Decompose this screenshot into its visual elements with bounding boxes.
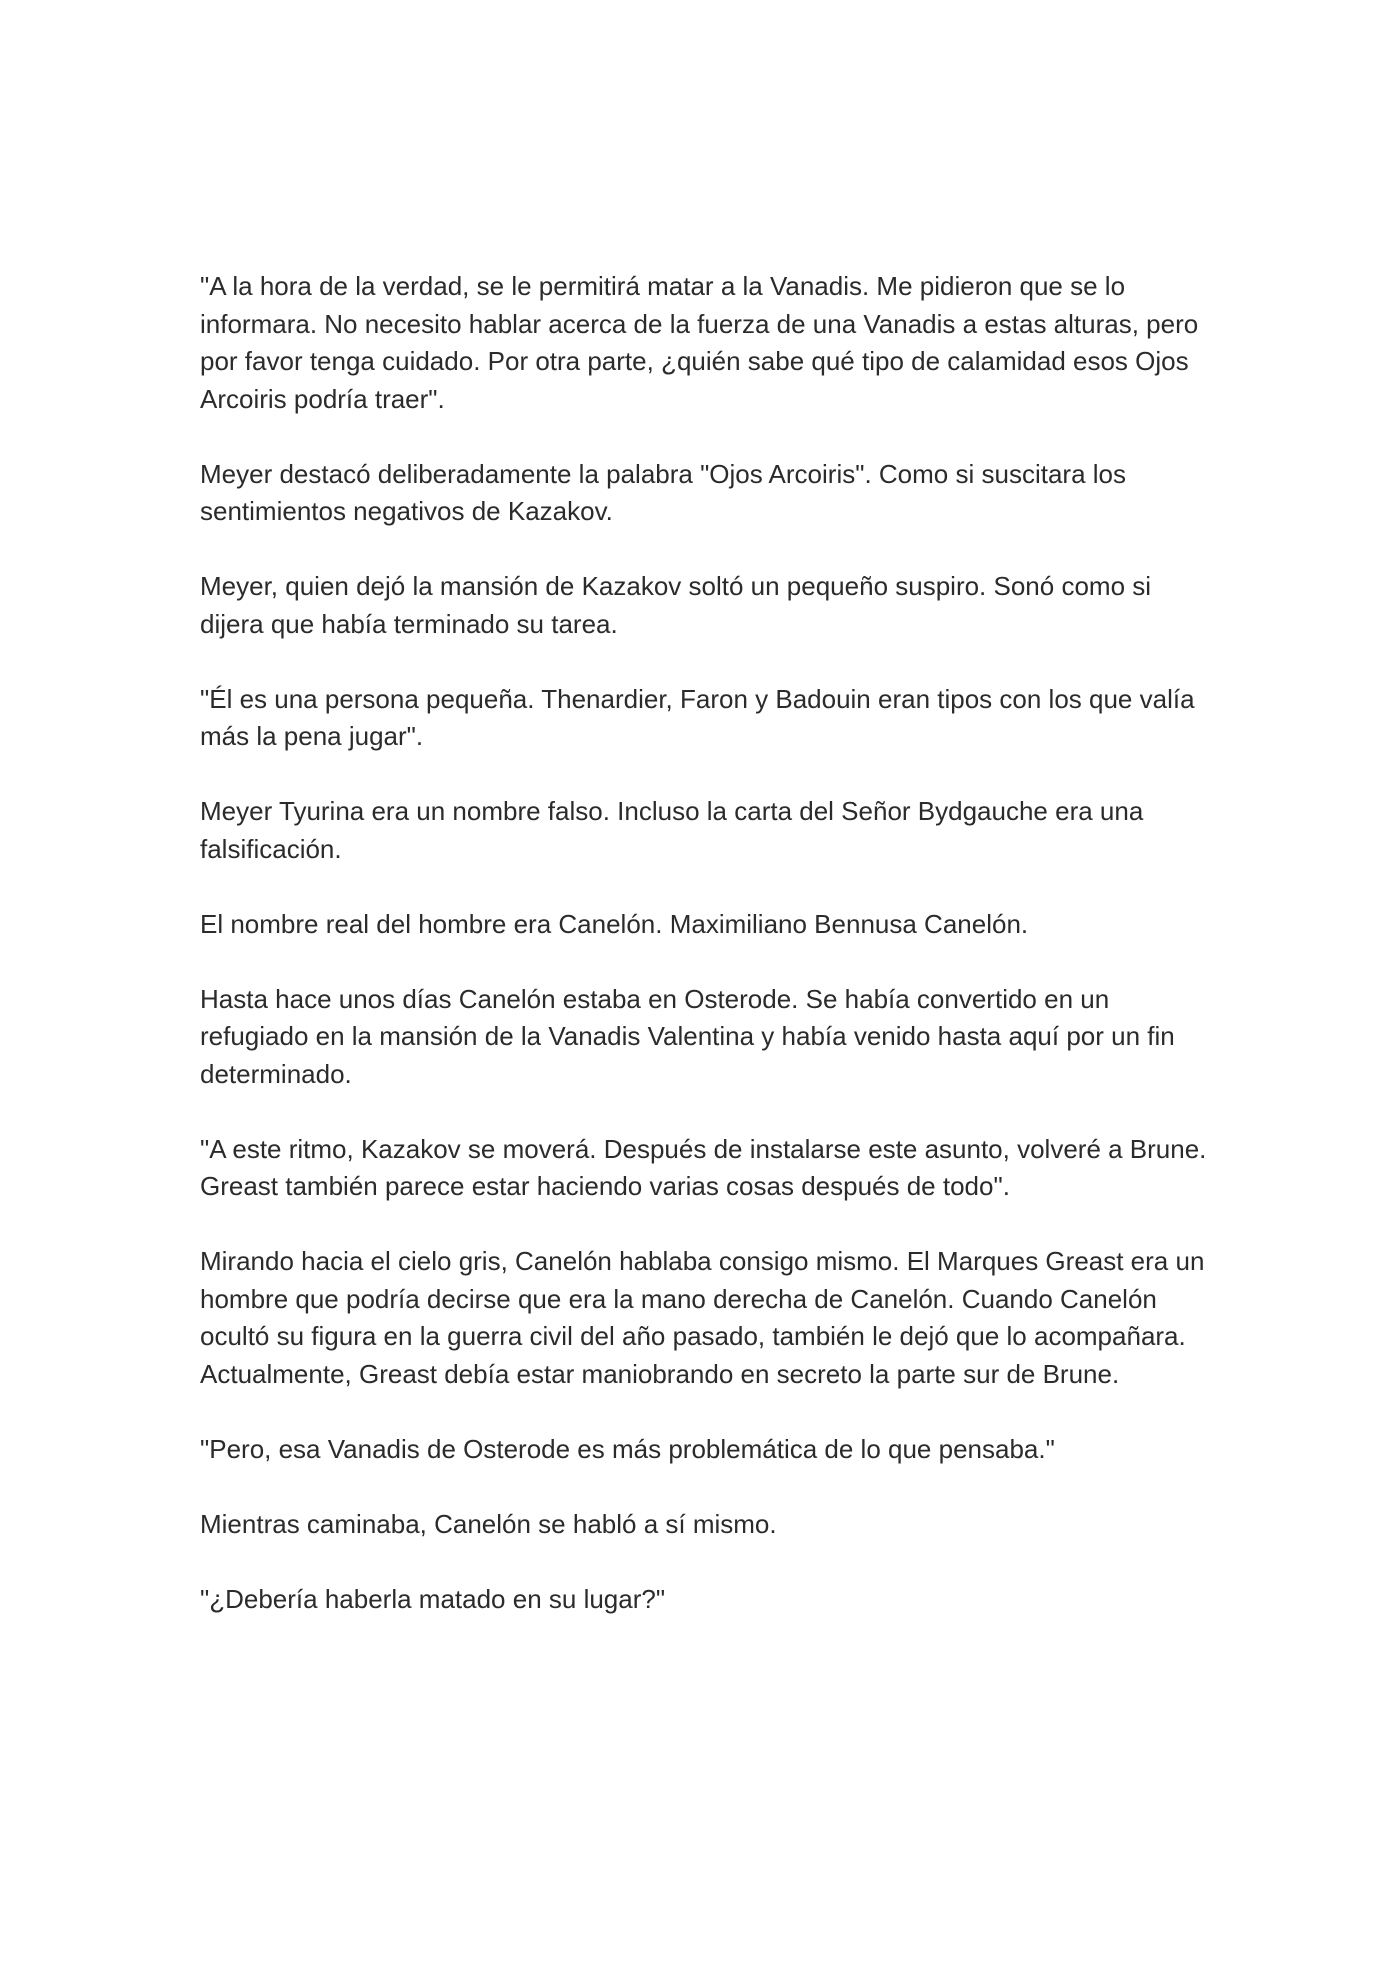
- paragraph-12: "¿Debería haberla matado en su lugar?": [200, 1583, 666, 1614]
- paragraph-9: Mirando hacia el cielo gris, Canelón hablaba consigo mismo. El Marques Greast era un hombre que podría decirse que era la mano derecha de Canelón. Cuando Canelón ocultó su figura en la guerra civil del año pasado, también le dejó que lo acompañara. Actualmente, Greast debía estar maniobrando en secreto la parte sur de Brune.: [200, 1246, 1205, 1389]
- paragraph-5: Meyer Tyurina era un nombre falso. Incluso la carta del Señor Bydgauche era una falsificación.: [200, 796, 1144, 864]
- paragraph-2: Meyer destacó deliberadamente la palabra "Ojos Arcoiris". Como si suscitara los sentimientos negativos de Kazakov.: [200, 458, 1126, 526]
- paragraph-3: Meyer, quien dejó la mansión de Kazakov soltó un pequeño suspiro. Sonó como si dijera que había terminado su tarea.: [200, 571, 1152, 639]
- paragraph-11: Mientras caminaba, Canelón se habló a sí mismo.: [200, 1508, 777, 1539]
- document-body: [200, 268, 1210, 1618]
- paragraph-7: Hasta hace unos días Canelón estaba en Osterode. Se había convertido en un refugiado en la mansión de la Vanadis Valentina y había venido hasta aquí por un fin determinado.: [200, 983, 1175, 1089]
- paragraph-1: "A la hora de la verdad, se le permitirá matar a la Vanadis. Me pidieron que se lo informara. No necesito hablar acerca de la fuerza de una Vanadis a estas alturas, pero por favor tenga cuidado. Por otra parte, ¿quién sabe qué tipo de calamidad esos Ojos Arcoiris podría traer".: [200, 271, 1199, 414]
- paragraph-4: "Él es una persona pequeña. Thenardier, Faron y Badouin eran tipos con los que valía más la pena jugar".: [200, 683, 1195, 751]
- paragraph-10: "Pero, esa Vanadis de Osterode es más problemática de lo que pensaba.": [200, 1433, 1055, 1464]
- paragraph-8: "A este ritmo, Kazakov se moverá. Después de instalarse este asunto, volveré a Brune. Greast también parece estar haciendo varias cosas después de todo".: [200, 1133, 1207, 1201]
- paragraph-6: El nombre real del hombre era Canelón. Maximiliano Bennusa Canelón.: [200, 908, 1029, 939]
